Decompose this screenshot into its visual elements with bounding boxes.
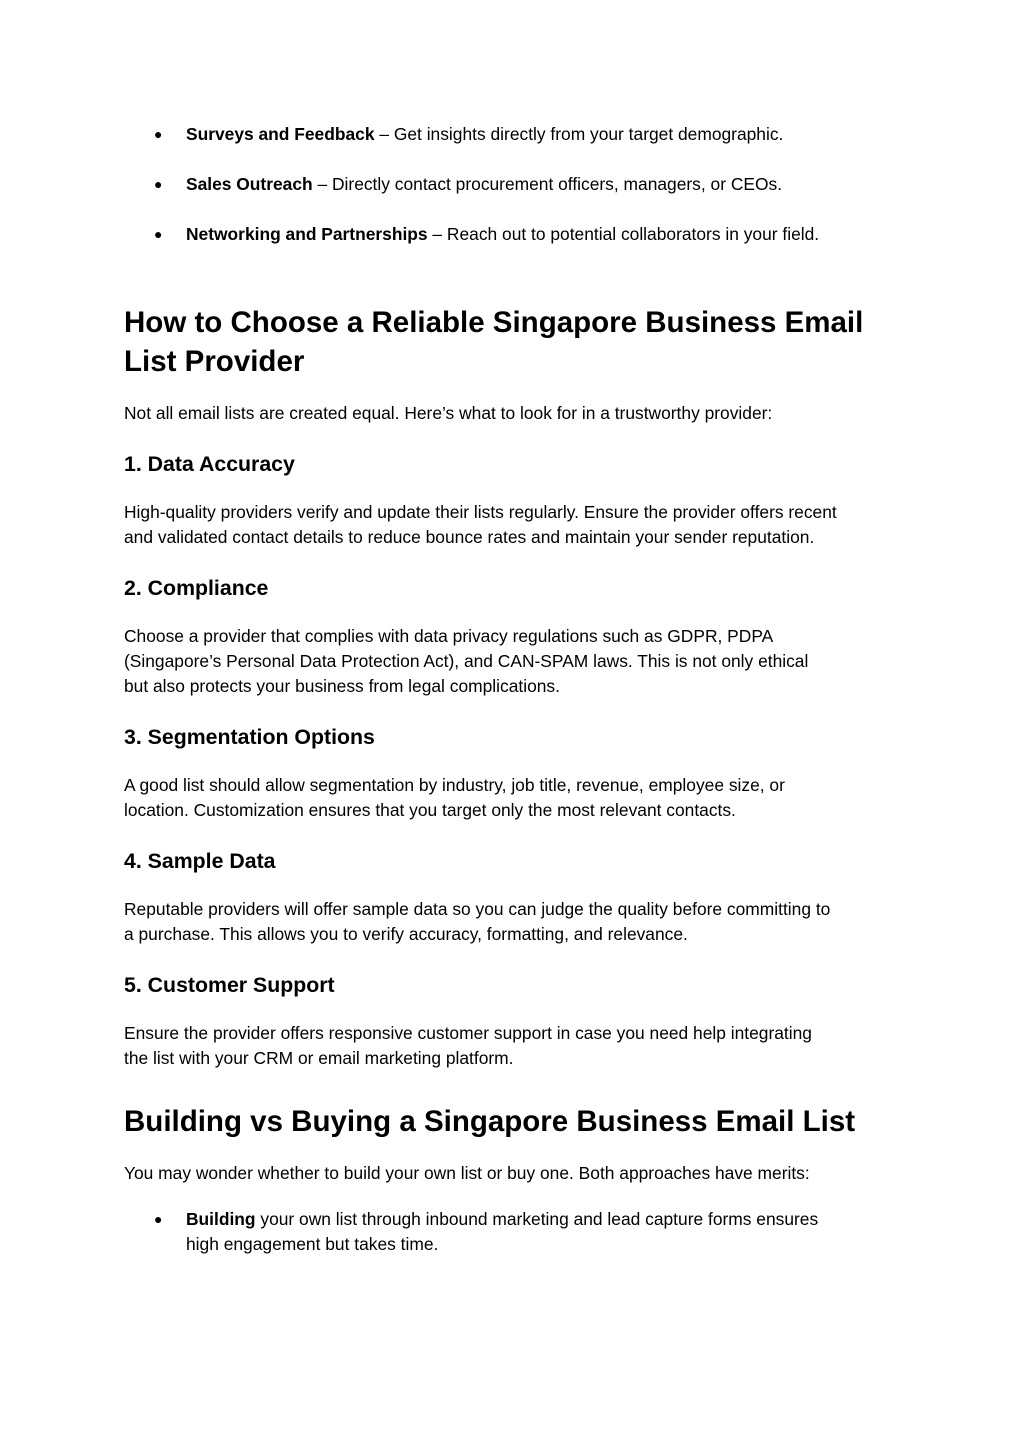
heading-line: List Provider (124, 345, 305, 378)
bullet-icon: ● (154, 176, 163, 192)
list-item (124, 1207, 904, 1257)
list-item (124, 172, 904, 197)
paragraph-line: Choose a provider that complies with data privacy regulations such as GDPR, PDPA (124, 626, 774, 646)
list-item-title: Surveys and Feedback (186, 124, 375, 144)
list-item (124, 222, 904, 247)
list-item-title: Sales Outreach (186, 174, 313, 194)
list-item-title: Networking and Partnerships (186, 224, 428, 244)
paragraph-line: High-quality providers verify and update their lists regularly. Ensure the provider offers recent (124, 502, 837, 522)
section-heading-choose-provider (124, 303, 904, 381)
list-item-title: Building (186, 1209, 256, 1229)
paragraph-line: location. Customization ensures that you target only the most relevant contacts. (124, 800, 736, 820)
list-item-text: – Directly contact procurement officers, managers, or CEOs. (312, 174, 783, 194)
approaches-list (124, 1207, 904, 1282)
paragraph-line: the list with your CRM or email marketing platform. (124, 1048, 514, 1068)
list-item-text: high engagement but takes time. (186, 1234, 439, 1254)
subheading-segmentation: 3. Segmentation Options (124, 725, 375, 749)
paragraph-line: a purchase. This allows you to verify accuracy, formatting, and relevance. (124, 924, 688, 944)
paragraph-customer-support (124, 1021, 904, 1071)
list-item (124, 122, 904, 147)
subheading-sample-data: 4. Sample Data (124, 849, 276, 873)
subheading-compliance: 2. Compliance (124, 576, 269, 600)
subheading-customer-support: 5. Customer Support (124, 973, 335, 997)
paragraph-sample-data (124, 897, 904, 947)
section-intro: Not all email lists are created equal. Here’s what to look for in a trustworthy provider: (124, 403, 773, 423)
paragraph-line: Ensure the provider offers responsive customer support in case you need help integrating (124, 1023, 812, 1043)
paragraph-segmentation (124, 773, 904, 823)
paragraph-data-accuracy (124, 500, 904, 550)
use-cases-list (124, 122, 904, 272)
list-item-text: – Get insights directly from your target demographic. (374, 124, 784, 144)
paragraph-compliance (124, 624, 904, 699)
heading-line: How to Choose a Reliable Singapore Business Email (124, 306, 864, 339)
list-item-text: your own list through inbound marketing and lead capture forms ensures (255, 1209, 819, 1229)
section-intro: You may wonder whether to build your own list or buy one. Both approaches have merits: (124, 1163, 810, 1183)
paragraph-line: (Singapore’s Personal Data Protection Act), and CAN-SPAM laws. This is not only ethical (124, 651, 809, 671)
paragraph-line: A good list should allow segmentation by industry, job title, revenue, employee size, or (124, 775, 785, 795)
list-item-text: – Reach out to potential collaborators in your field. (427, 224, 820, 244)
bullet-icon: ● (154, 126, 163, 142)
paragraph-line: Reputable providers will offer sample data so you can judge the quality before committing to (124, 899, 831, 919)
paragraph-line: but also protects your business from legal complications. (124, 676, 560, 696)
paragraph-line: and validated contact details to reduce bounce rates and maintain your sender reputation. (124, 527, 815, 547)
subheading-data-accuracy: 1. Data Accuracy (124, 452, 295, 476)
bullet-icon: ● (154, 226, 163, 242)
section-heading-build-vs-buy: Building vs Buying a Singapore Business Email List (124, 1105, 856, 1138)
bullet-icon: ● (154, 1211, 163, 1227)
